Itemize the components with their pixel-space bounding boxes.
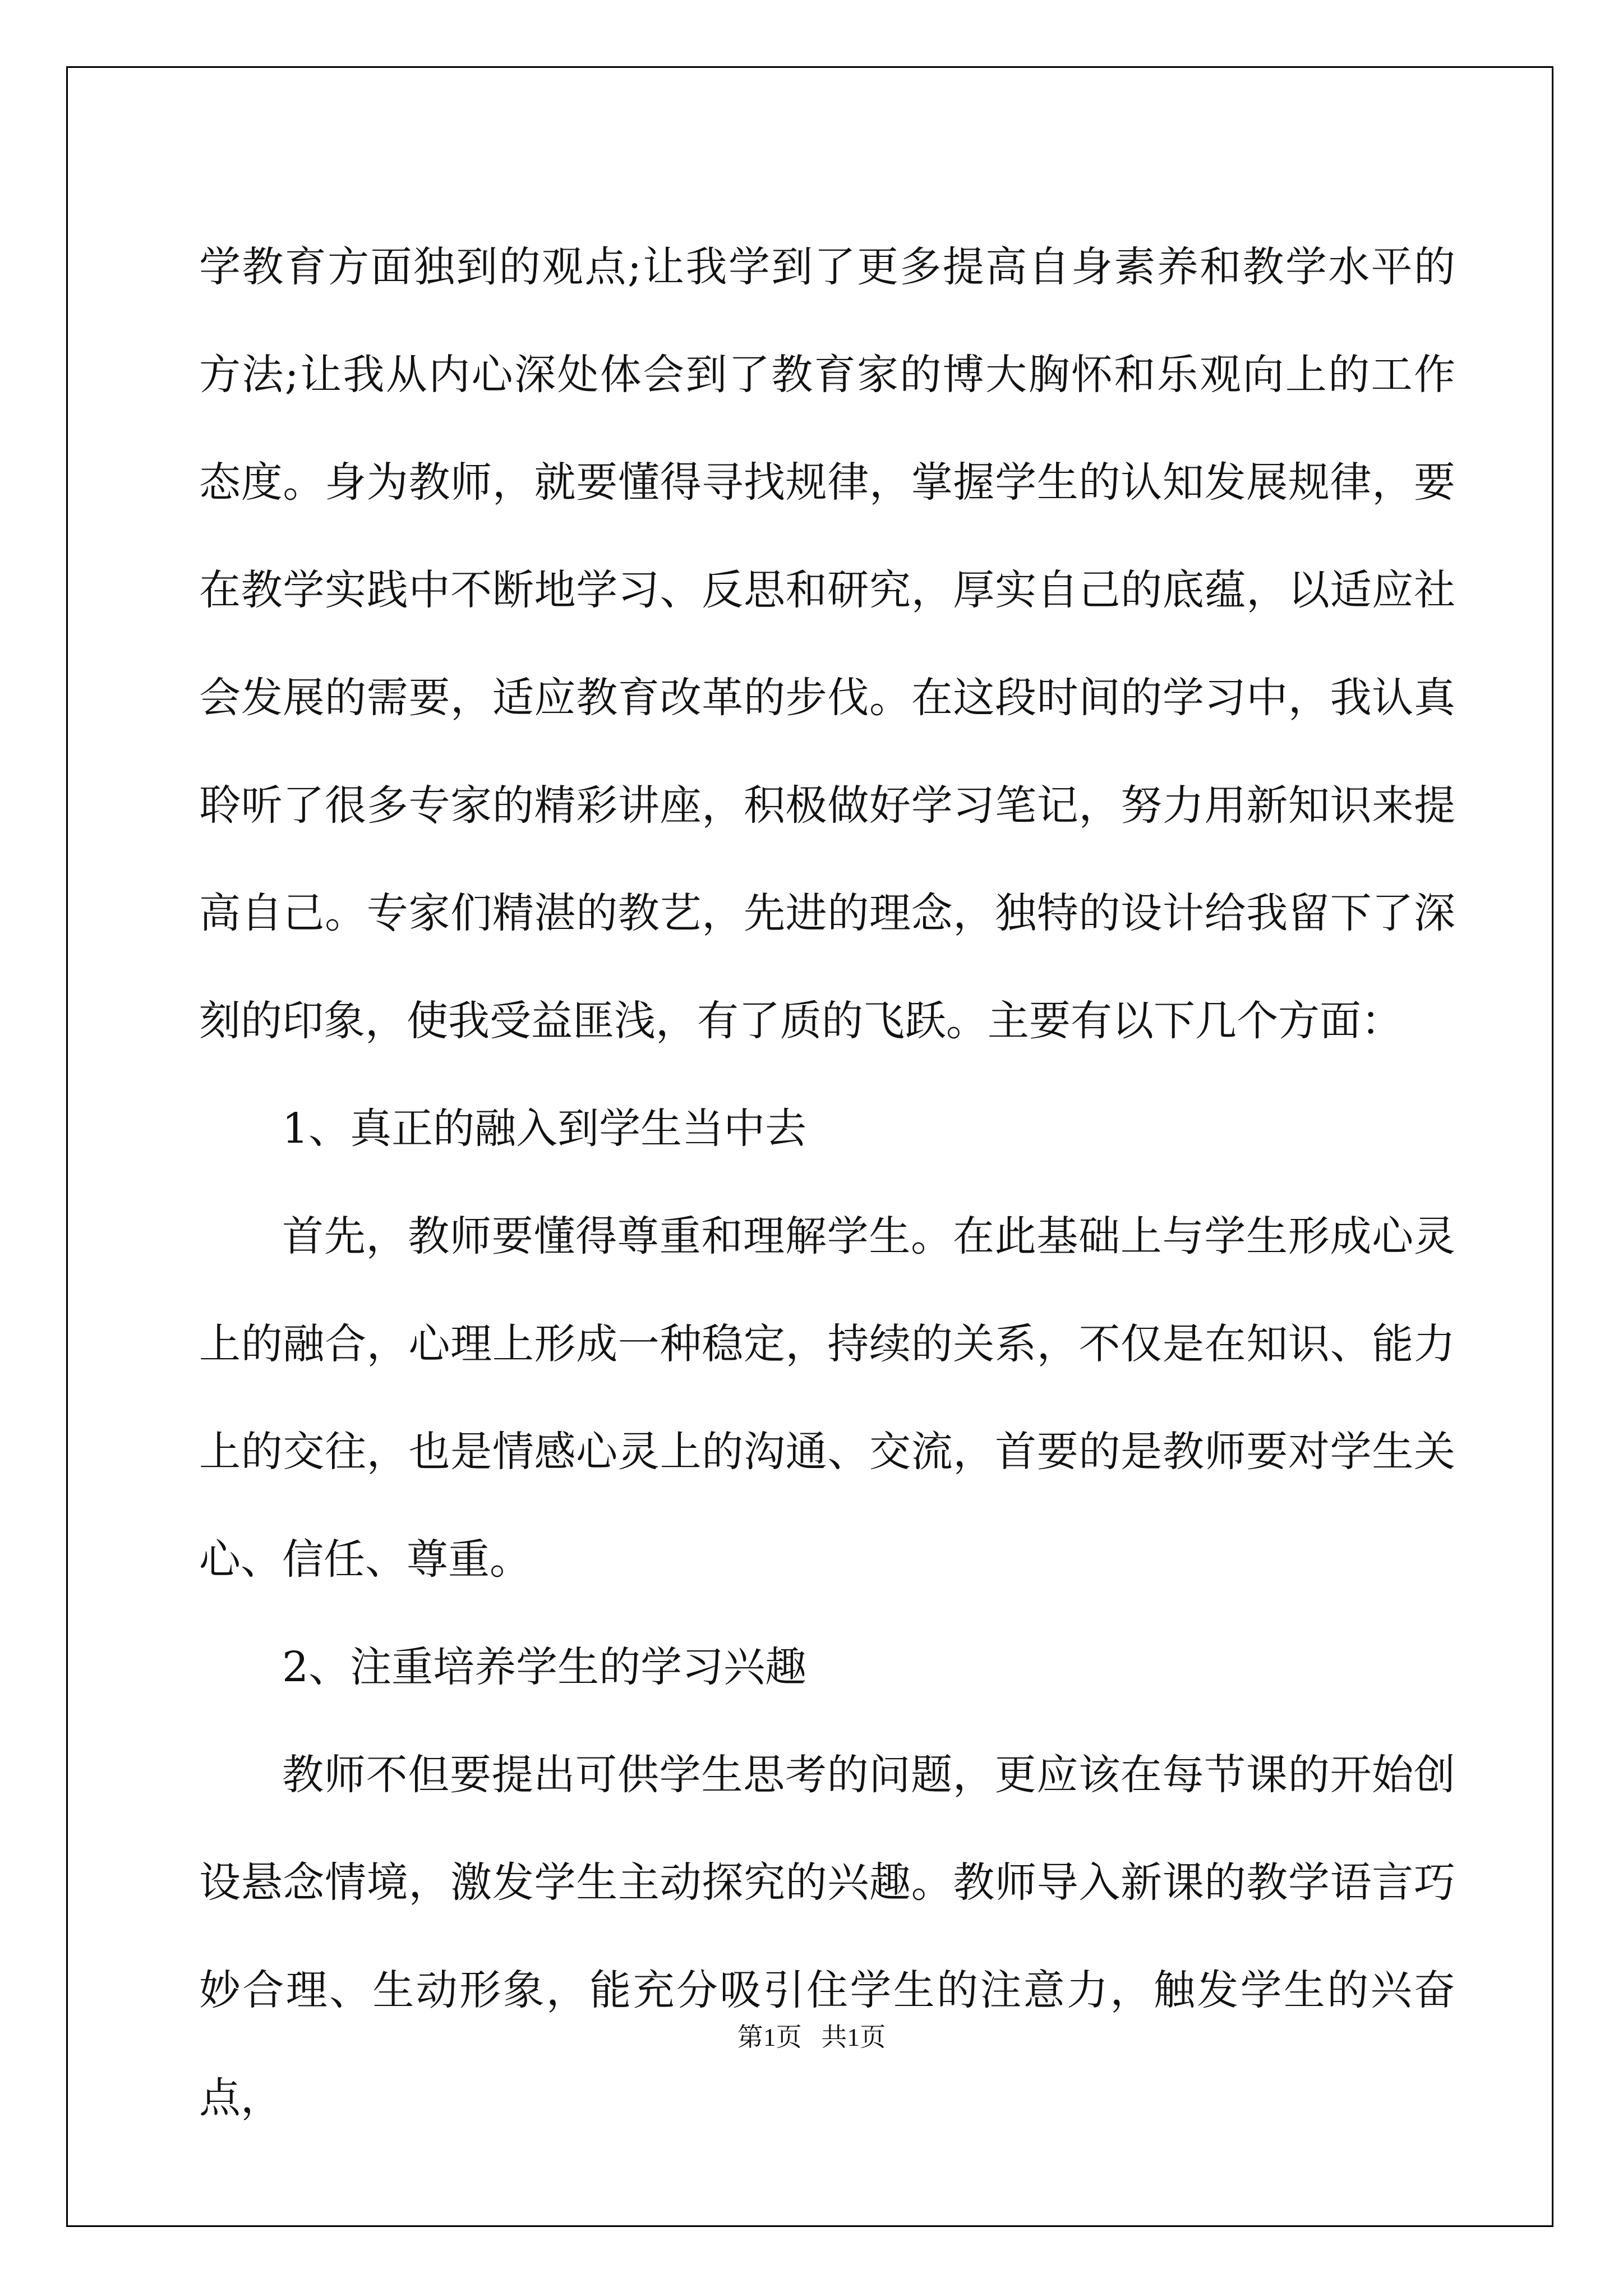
paragraph-section-1: 首先，教师要懂得尊重和理解学生。在此基础上与学生形成心灵上的融合，心理上形成一种稳定，持续的关系，不仅是在知识、能力上的交往，也是情感心灵上的沟通、交流，首要的是教师要对学生关心、信任、尊重。 <box>199 1212 1455 1584</box>
paragraph-intro: 学教育方面独到的观点;让我学到了更多提高自身素养和教学水平的方法;让我从内心深处体会到了教育家的博大胸怀和乐观向上的工作态度。身为教师，就要懂得寻找规律，掌握学生的认知发展规律，要在教学实践中不断地学习、反思和研究，厚实自己的底蕴，以适应社会发展的需要，适应教育改革的步伐。在这段时间的学习中，我认真聆听了很多专家的精彩讲座，积极做好学习笔记，努力用新知识来提高自己。专家们精湛的教艺，先进的理念，独特的设计给我留下了深刻的印象，使我受益匪浅，有了质的飞跃。主要有以下几个方面： <box>199 243 1455 1045</box>
paragraph-section-2: 教师不但要提出可供学生思考的问题，更应该在每节课的开始创设悬念情境，激发学生主动探究的兴趣。教师导入新课的教学语言巧妙合理、生动形象，能充分吸引住学生的注意力，触发学生的兴奋点， <box>199 1751 1455 2122</box>
page-number-footer: 第1页 共1页 <box>737 2023 886 2051</box>
section-heading-1: 1、真正的融入到学生当中去 <box>282 1105 807 1153</box>
section-heading-2: 2、注重培养学生的学习兴趣 <box>282 1643 807 1691</box>
document-body <box>199 213 1455 2152</box>
